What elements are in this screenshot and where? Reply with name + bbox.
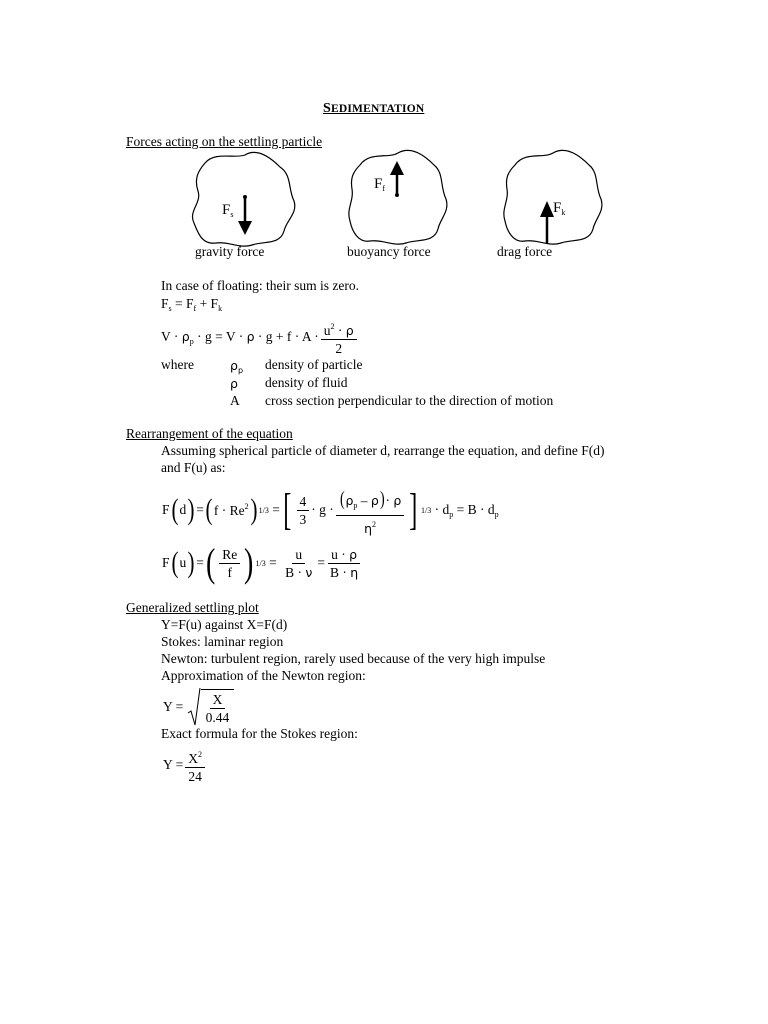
rearrangement-text-line2: and F(u) as:	[161, 460, 226, 475]
up-arrow-icon	[540, 201, 554, 217]
caption-buoyancy: buoyancy force	[347, 244, 431, 259]
down-arrow-icon	[238, 221, 252, 235]
definition-symbol: ρ	[230, 376, 238, 391]
section-heading-settling-plot: Generalized settling plot	[126, 600, 259, 615]
force-label-drag	[553, 200, 565, 217]
equation-fu: F ( u ) = ( $\frac{Re}{f}$ ) 1/3 = $\frac{u}{B \cdot \nu}$ = $\frac{u \cdot \rho}{B \cdot \eta}$	[162, 540, 359, 585]
equation-newton: Y = $\frac{X}{0.44}$	[163, 686, 234, 728]
particle-figures	[180, 145, 620, 250]
settling-line: Approximation of the Newton region:	[161, 668, 366, 683]
equation-force-balance: $F_s = F_f + F_k$	[161, 296, 223, 313]
definition-symbol: $\rho_p$	[230, 358, 244, 375]
force-origin-dot	[395, 193, 399, 197]
settling-line: Y=F(u) against X=F(d)	[161, 617, 288, 632]
title-initial: S	[323, 101, 331, 116]
page-title	[323, 101, 424, 117]
force-label-gravity	[222, 202, 233, 219]
definition-text: cross section perpendicular to the direction of motion	[265, 393, 554, 408]
exact-formula-text: Exact formula for the Stokes region:	[161, 726, 358, 741]
force-origin-dot	[243, 195, 247, 199]
settling-line: Newton: turbulent region, rarely used because of the very high impulse	[161, 651, 546, 666]
floating-text: In case of floating: their sum is zero.	[161, 278, 359, 293]
definition-text: density of particle	[265, 357, 363, 372]
equation-stokes: Y = $\frac{X^2}{24}$	[163, 745, 207, 785]
settling-line: Stokes: laminar region	[161, 634, 284, 649]
definition-symbol: A	[230, 393, 240, 408]
particle-outline	[504, 150, 602, 244]
equation-volume-balance: $V \cdot \rho_p \cdot g = V \cdot \rho \cdot g + f \cdot A$ · $\frac{u^2 \cdot \rho}{2}$	[161, 316, 359, 358]
force-label-sub: f	[382, 184, 386, 193]
particle-drag	[504, 150, 602, 244]
where-label: where	[161, 357, 194, 372]
force-label-buoyancy	[374, 176, 385, 193]
particle-buoyancy	[349, 150, 447, 244]
up-arrow-icon	[390, 161, 404, 175]
caption-drag: drag force	[497, 244, 553, 259]
equation-fd: F ( d ) = ( $f \cdot Re^2$ ) 1/3 = [ $\frac{4}{3}$ · g · $\frac{(\rho_p - \rho)\cdot \rho}{\eta^2}$ ] 1/3 · $d_p = B \cdot d_p$	[162, 485, 499, 536]
force-label-sub: s	[230, 210, 234, 219]
definition-text: density of fluid	[265, 375, 348, 390]
force-label-letter: F	[374, 176, 383, 192]
force-label-sub: k	[561, 208, 566, 217]
force-label-letter: F	[222, 202, 231, 218]
caption-gravity: gravity force	[195, 244, 265, 259]
section-heading-rearrangement: Rearrangement of the equation	[126, 426, 293, 441]
section-heading-forces: Forces acting on the settling particle	[126, 134, 323, 149]
title-rest: EDIMENTATION	[331, 103, 425, 115]
rearrangement-text-line1: Assuming spherical particle of diameter d, rearrange the equation, and define F(d)	[161, 443, 605, 458]
sqrt-icon	[187, 687, 201, 727]
particle-gravity	[192, 152, 294, 246]
force-label-letter: F	[553, 200, 562, 216]
